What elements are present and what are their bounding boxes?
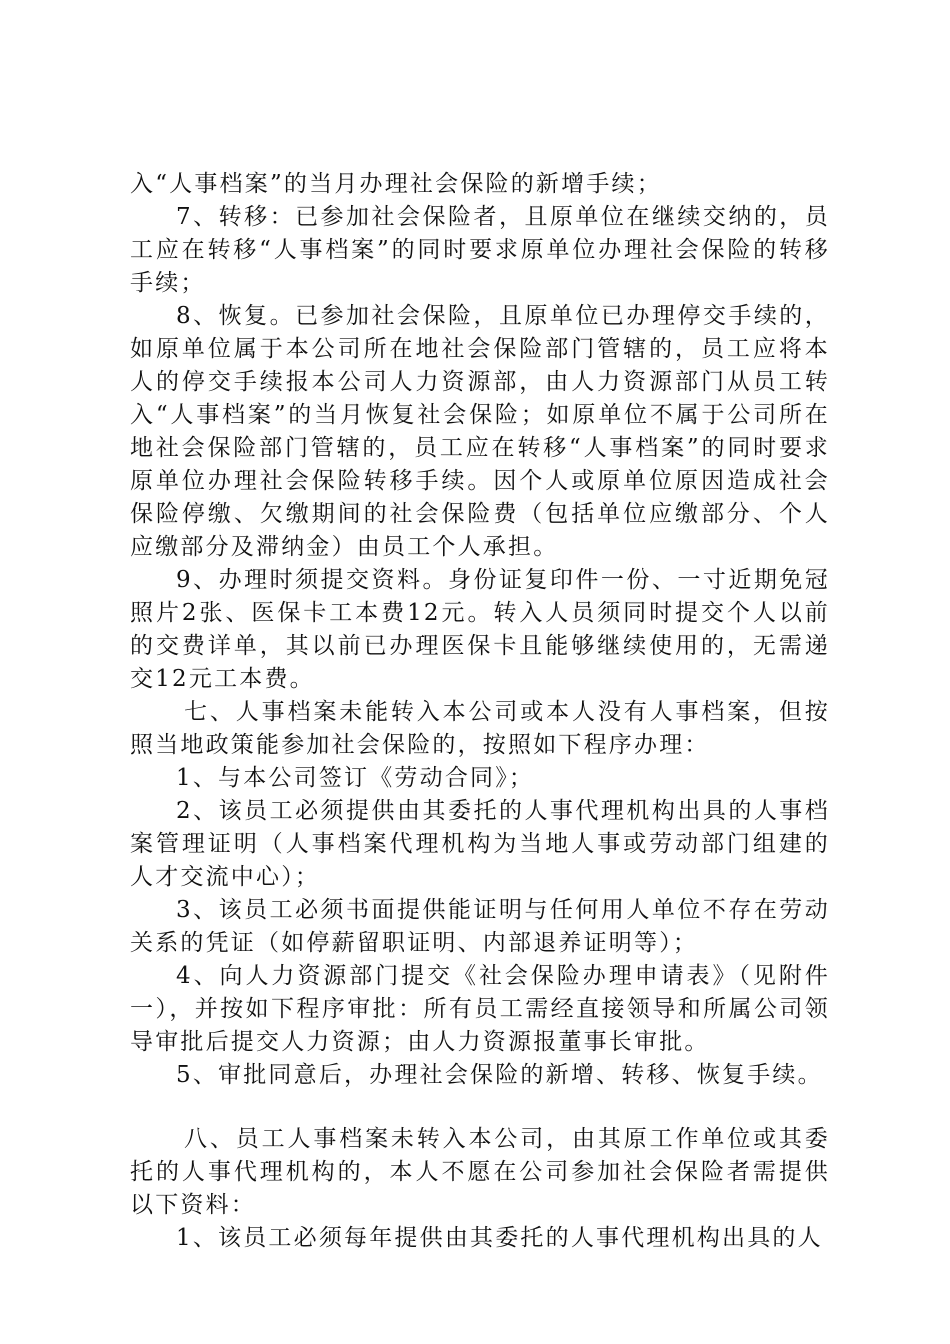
paragraph-requirement-1: 1、该员工必须每年提供由其委托的人事代理机构出具的人 <box>176 1225 823 1251</box>
paragraph-continuation: 入“人事档案”的当月办理社会保险的新增手续； <box>130 171 662 197</box>
paragraph-step-1: 1、与本公司签订《劳动合同》； <box>176 765 535 791</box>
section-heading-8: 八、员工人事档案未转入本公司，由其原工作单位或其委托的人事代理机构的，本人不愿在公司参加社会保险者需提供以下资料： <box>130 1126 830 1218</box>
paragraph-step-3: 3、该员工必须书面提供能证明与任何用人单位不存在劳动关系的凭证（如停薪留职证明、内部退养证明等）； <box>130 897 830 956</box>
paragraph-step-5: 5、审批同意后，办理社会保险的新增、转移、恢复手续。 <box>176 1062 823 1088</box>
paragraph-step-4: 4、向人力资源部门提交《社会保险办理申请表》（见附件一），并按如下程序审批：所有员工需经直接领导和所属公司领导审批后提交人力资源；由人力资源报董事长审批。 <box>130 963 830 1055</box>
paragraph-item-8-restore: 8、恢复。已参加社会保险，且原单位已办理停交手续的，如原单位属于本公司所在地社会保险部门管辖的，员工应将本人的停交手续报本公司人力资源部，由人力资源部门从员工转入“人事档案”的当月恢复社会保险；如原单位不属于公司所在地社会保险部门管辖的，员工应在转移“人事档案”的同时要求原单位办理社会保险转移手续。因个人或原单位原因造成社会保险停缴、欠缴期间的社会保险费（包括单位应缴部分、个人应缴部分及滞纳金）由员工个人承担。 <box>130 303 830 560</box>
paragraph-spacer <box>130 1092 830 1123</box>
paragraph-item-9-documents: 9、办理时须提交资料。身份证复印件一份、一寸近期免冠照片2张、医保卡工本费12元。转入人员须同时提交个人以前的交费详单，其以前已办理医保卡且能够继续使用的，无需递交12元工本费。 <box>130 567 830 692</box>
document-body <box>130 168 830 1255</box>
section-heading-7: 七、人事档案未能转入本公司或本人没有人事档案，但按照当地政策能参加社会保险的，按照如下程序办理： <box>130 699 830 758</box>
paragraph-step-2: 2、该员工必须提供由其委托的人事代理机构出具的人事档案管理证明（人事档案代理机构为当地人事或劳动部门组建的人才交流中心）； <box>130 798 830 890</box>
paragraph-item-7-transfer: 7、转移：已参加社会保险者，且原单位在继续交纳的，员工应在转移“人事档案”的同时要求原单位办理社会保险的转移手续； <box>130 204 830 296</box>
